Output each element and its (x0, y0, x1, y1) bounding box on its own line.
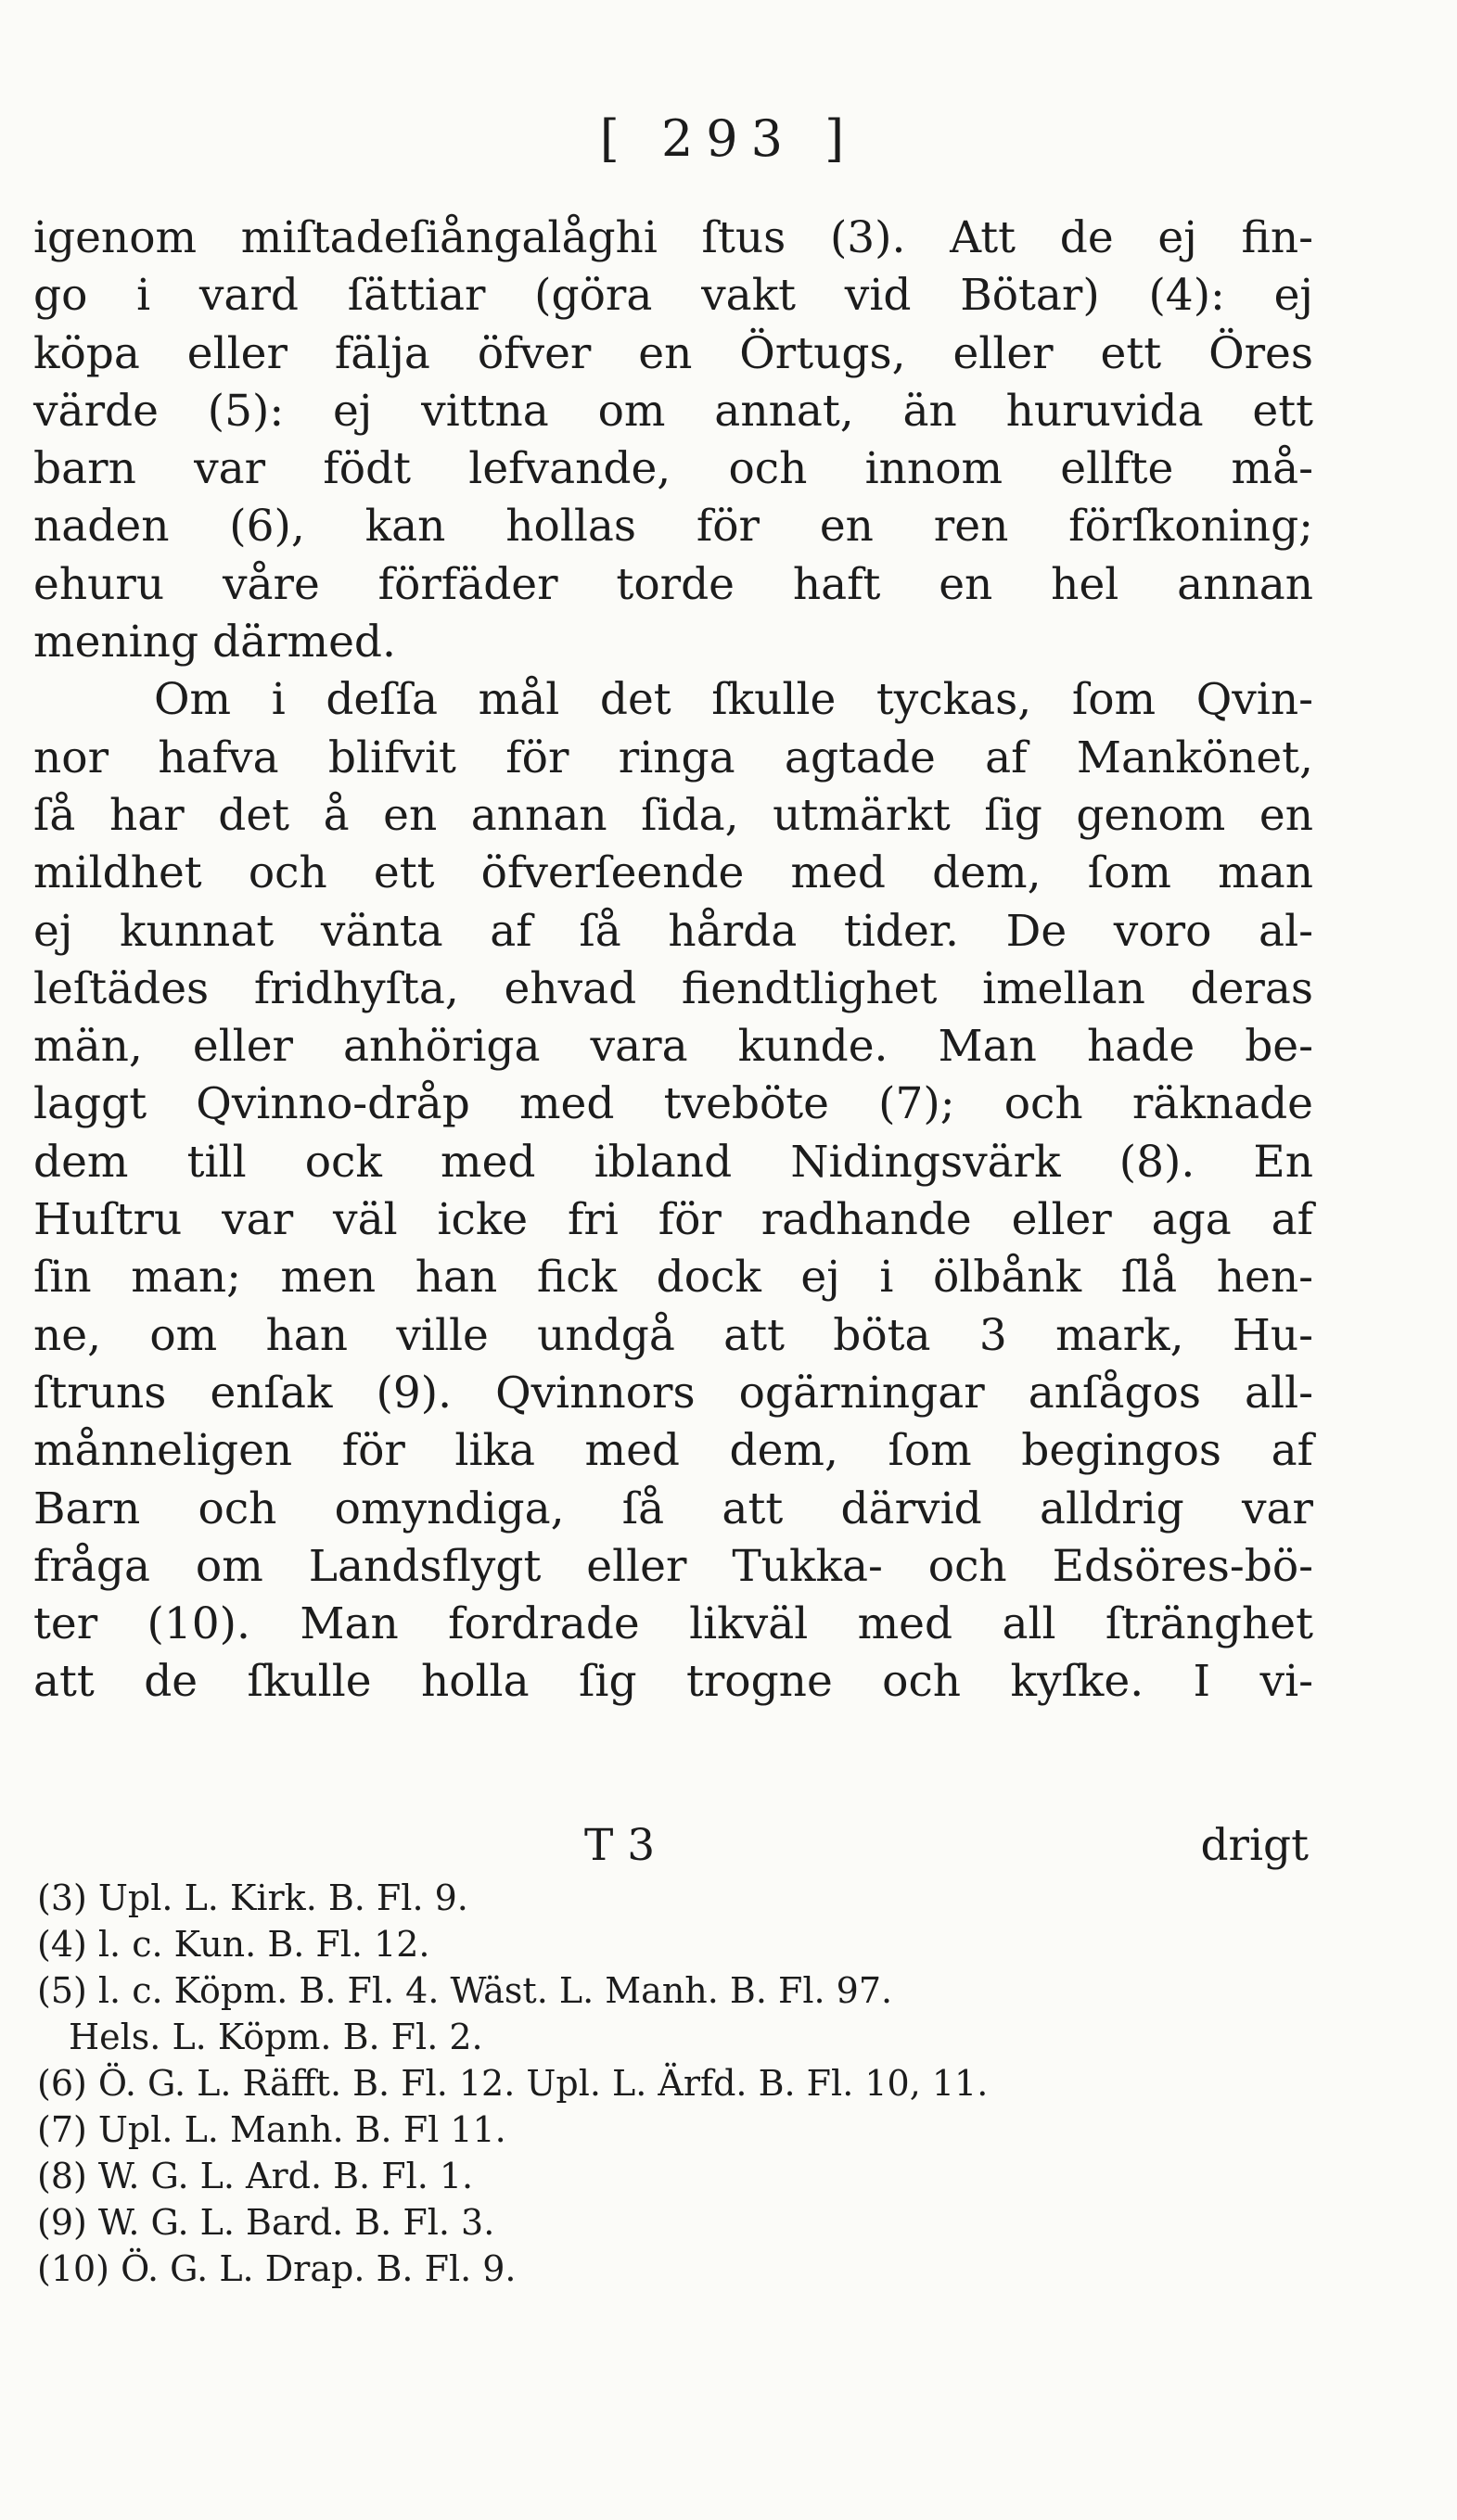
text-line: go i vard ſättiar (göra vakt vid Bötar) (4): ej (33, 270, 1313, 322)
text-line: Barn och omyndiga, ſå att därvid alldrig var (33, 1483, 1313, 1534)
text-line: Om i deſſa mål det ſkulle tyckas, ſom Qvin- (154, 674, 1313, 726)
text-line: laggt Qvinno-dråp med tveböte (7); och räknade (33, 1078, 1313, 1130)
page-number: [ 293 ] (599, 109, 858, 168)
text-line: barn var födt lefvande, och innom ellfte må- (33, 443, 1313, 495)
body-text (33, 210, 1313, 1712)
footnote: (9) W. G. L. Bard. B. Fl. 3. (37, 2202, 495, 2243)
footnote: (8) W. G. L. Ard. B. Fl. 1. (37, 2156, 474, 2196)
text-line: att de ſkulle holla ſig trogne och kyſke. I vi- (33, 1656, 1313, 1708)
text-line: ſtruns enſak (9). Qvinnors ogärningar anſågos all- (33, 1367, 1313, 1419)
text-line: värde (5): ej vittna om annat, än huruvida ett (33, 385, 1313, 437)
footnotes (37, 1875, 1336, 2292)
text-line: män, eller anhöriga vara kunde. Man hade be- (33, 1021, 1313, 1073)
footnote: (3) Upl. L. Kirk. B. Fl. 9. (37, 1877, 468, 1918)
footnote: (4) l. c. Kun. B. Fl. 12. (37, 1924, 430, 1965)
text-line: Huſtru var väl icke fri för radhande eller aga af (33, 1194, 1313, 1246)
text-line: ſin man; men han fick dock ej i ölbånk ſlå hen- (33, 1252, 1313, 1304)
text-line: mildhet och ett öfverſeende med dem, ſom man (33, 847, 1313, 899)
footnote-continuation: Hels. L. Köpm. B. Fl. 2. (69, 2017, 483, 2057)
text-line: dem till ock med ibland Nidingsvärk (8). En (33, 1136, 1313, 1188)
text-line: igenom miſtadeſiångalåghi ſtus (3). Att de ej fin- (33, 212, 1313, 263)
text-line: fråga om Landsflygt eller Tukka- och Edsöres-bö- (33, 1540, 1313, 1592)
footnote: (6) Ö. G. L. Räfft. B. Fl. 12. Upl. L. Ärfd. B. Fl. 10, 11. (37, 2063, 989, 2104)
text-line: ter (10). Man fordrade likväl med all ſtränghet (33, 1598, 1313, 1650)
text-line: köpa eller fälja öfver en Örtugs, eller ett Öres (33, 327, 1313, 379)
text-line: månneligen för lika med dem, ſom begingos af (33, 1425, 1313, 1477)
text-line: ej kunnat vänta af ſå hårda tider. De voro al- (33, 905, 1313, 957)
footnote: (10) Ö. G. L. Drap. B. Fl. 9. (37, 2248, 517, 2289)
text-line: ne, om han ville undgå att böta 3 mark, Hu- (33, 1309, 1313, 1361)
footnote: (5) l. c. Köpm. B. Fl. 4. Wäst. L. Manh. B. Fl. 97. (37, 1970, 893, 2011)
text-line: leſtädes fridhyſta, ehvad fiendtlighet imellan deras (33, 962, 1313, 1014)
text-line: mening därmed. (33, 617, 396, 668)
text-line: ſå har det å en annan ſida, utmärkt ſig genom en (33, 789, 1313, 841)
text-line: ehuru våre förfäder torde haft en hel annan (33, 558, 1313, 610)
text-line: naden (6), kan hollas för en ren förſkoning; (33, 501, 1313, 553)
catchword: drigt (1200, 1820, 1309, 1871)
signature-mark: T 3 (584, 1820, 656, 1871)
text-line: nor hafva blifvit för ringa agtade af Mankönet, (33, 732, 1313, 783)
footnote: (7) Upl. L. Manh. B. Fl 11. (37, 2109, 506, 2150)
